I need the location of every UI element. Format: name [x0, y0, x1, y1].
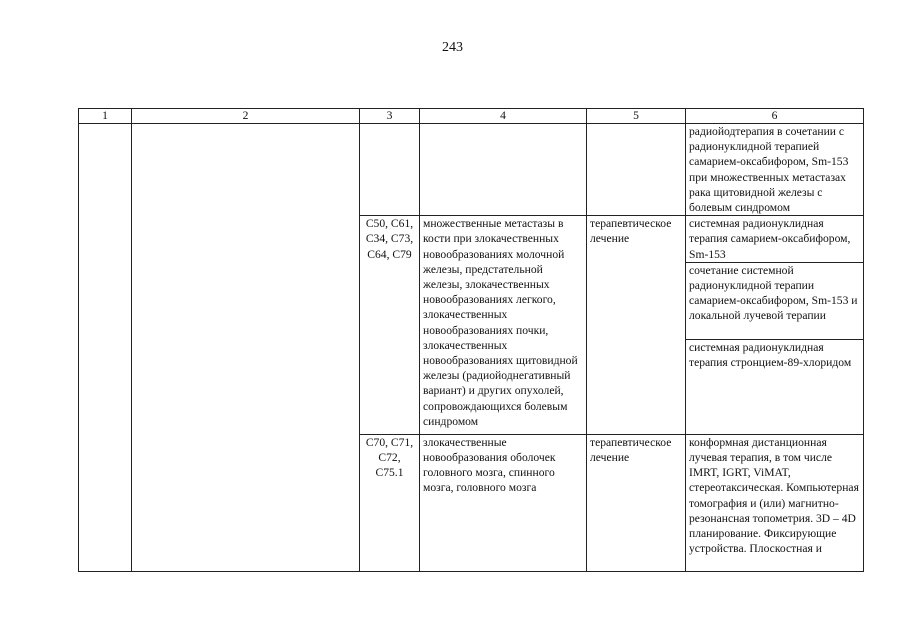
cell-condition-empty	[420, 124, 587, 216]
column-header-5: 5	[587, 109, 686, 124]
cell-treatment-type: терапевтическое лечение	[587, 216, 686, 435]
table-header-row	[79, 109, 864, 124]
cell-col1-empty	[79, 124, 132, 572]
cell-method: системная радионуклидная терапия самарием-оксабифором, Sm-153	[686, 216, 864, 263]
cell-condition: множественные метастазы в кости при злокачественных новообразованиях молочной железы, предстательной железы, злокачественных новообразованиях легкого, злокачественных новообразованиях почки, злокачественных новообразованиях щитовидной железы (радиойоднегативный вариант) и других опухолей, сопровождающихся болевым синдромом	[420, 216, 587, 435]
table-row	[79, 124, 864, 216]
column-header-4: 4	[420, 109, 587, 124]
page-number: 243	[442, 40, 463, 55]
column-header-3: 3	[360, 109, 420, 124]
cell-method-continuation: радиойодтерапия в сочетании с радионуклидной терапией самарием-оксабифором, Sm-153 при множественных метастазах рака щитовидной железы с болевым синдромом	[686, 124, 864, 216]
cell-icd-codes: C70, C71, C72, C75.1	[360, 434, 420, 571]
cell-treatment-type: терапевтическое лечение	[587, 434, 686, 571]
column-header-2: 2	[132, 109, 360, 124]
column-header-1: 1	[79, 109, 132, 124]
cell-icd-codes: C50, C61, C34, C73, C64, C79	[360, 216, 420, 435]
column-header-6: 6	[686, 109, 864, 124]
cell-codes-empty	[360, 124, 420, 216]
cell-method: конформная дистанционная лучевая терапия, в том числе IMRT, IGRT, ViMAT, стереотаксическая. Компьютерная томография и (или) магнитно-резонансная топометрия. 3D – 4D планирование. Фиксирующие устройства. Плоскостная и	[686, 434, 864, 571]
cell-treatment-empty	[587, 124, 686, 216]
cell-method: сочетание системной радионуклидной терапии самарием-оксабифором, Sm-153 и локальной лучевой терапии	[686, 262, 864, 339]
document-table	[78, 108, 864, 572]
cell-method: системная радионуклидная терапия стронцием-89-хлоридом	[686, 339, 864, 434]
cell-col2-empty	[132, 124, 360, 572]
cell-condition: злокачественные новообразования оболочек головного мозга, спинного мозга, головного мозга	[420, 434, 587, 571]
